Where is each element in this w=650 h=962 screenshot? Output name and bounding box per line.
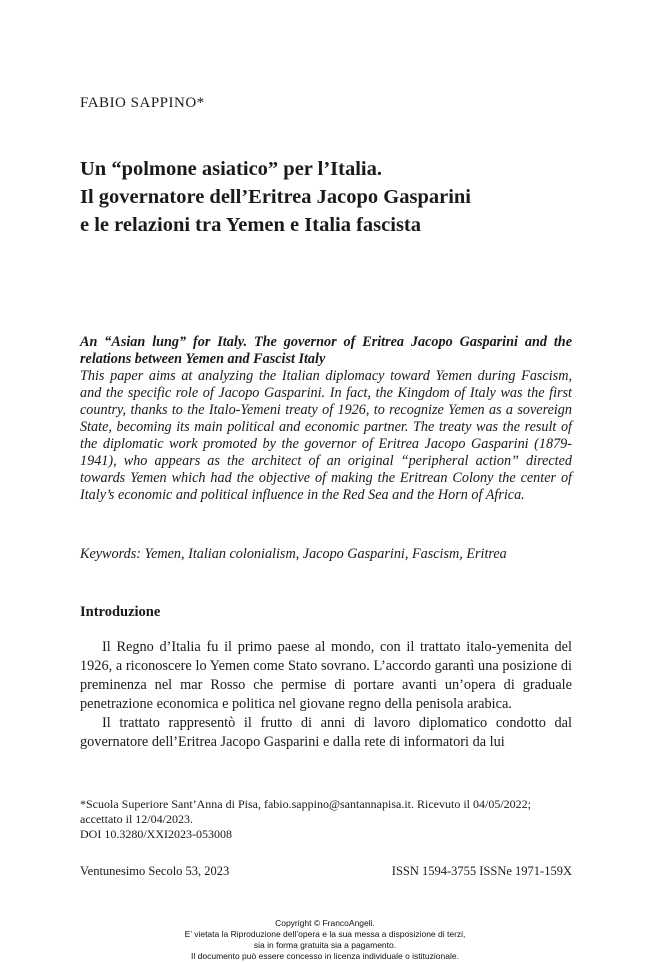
abstract-title: An “Asian lung” for Italy. The governor of Eritrea Jacopo Gasparini and the relations between Yemen and Fascist Italy <box>80 334 572 367</box>
issn-info: ISSN 1594-3755 ISSNe 1971-159X <box>391 864 572 878</box>
copyright-line: E’ vietata la Riproduzione dell’opera e la sua messa a disposizione di terzi, <box>184 929 466 939</box>
author-name: FABIO SAPPINO* <box>80 95 205 111</box>
title-line-2: Il governatore dell’Eritrea Jacopo Gasparini <box>80 186 471 208</box>
copyright-line: Il documento può essere concesso in licenza individuale o istituzionale. <box>191 951 459 961</box>
footnote-dates: accettato il 12/04/2023. <box>80 812 193 826</box>
abstract-text: This paper aims at analyzing the Italian diplomacy toward Yemen during Fascism, and the specific role of Jacopo Gasparini. In fact, the Kingdom of Italy was the first country, thanks to the Italo-Yemeni treaty of 1926, to recognize Yemen as a sovereign State, becoming its main political and economic partner. The treaty was the result of the diplomatic work promoted by the governor of Eritrea Jacopo Gasparini (1879-1941), who appears as the architect of an original “peripheral action” directed towards Yemen which had the objective of making the Eritrean Colony the center of Italy’s economic and political influence in the Red Sea and the Horn of Africa. <box>80 368 572 503</box>
footnote-affiliation: *Scuola Superiore Sant’Anna di Pisa, fabio.sappino@santannapisa.it. Ricevuto il 04/05/2022; <box>80 797 531 811</box>
body-text <box>80 638 572 752</box>
title-line-1: Un “polmone asiatico” per l’Italia. <box>80 158 382 180</box>
paragraph: Il trattato rappresentò il frutto di anni di lavoro diplomatico condotto dal governatore dell’Eritrea Jacopo Gasparini e dalla rete di informatori da lui <box>80 715 572 750</box>
abstract <box>80 334 572 504</box>
copyright-notice <box>0 918 650 962</box>
copyright-line: Copyright © FrancoAngeli. <box>275 918 375 928</box>
keywords: Keywords: Yemen, Italian colonialism, Jacopo Gasparini, Fascism, Eritrea <box>80 546 507 562</box>
section-heading: Introduzione <box>80 604 161 620</box>
footnote <box>80 797 572 842</box>
journal-info: Ventunesimo Secolo 53, 2023 <box>80 864 230 878</box>
title-line-3: e le relazioni tra Yemen e Italia fascista <box>80 214 422 236</box>
article-title <box>80 155 580 239</box>
footnote-doi: DOI 10.3280/XXI2023-053008 <box>80 827 232 841</box>
paragraph: Il Regno d’Italia fu il primo paese al mondo, con il trattato italo-yemenita del 1926, a riconoscere lo Yemen come Stato sovrano. L’accordo garantì una posizione di preminenza nel mar Rosso che permise di portare avanti un’opera di graduale penetrazione economica e politica nel giovane regno della penisola arabica. <box>80 639 572 712</box>
copyright-line: sia in forma gratuita sia a pagamento. <box>253 940 397 950</box>
